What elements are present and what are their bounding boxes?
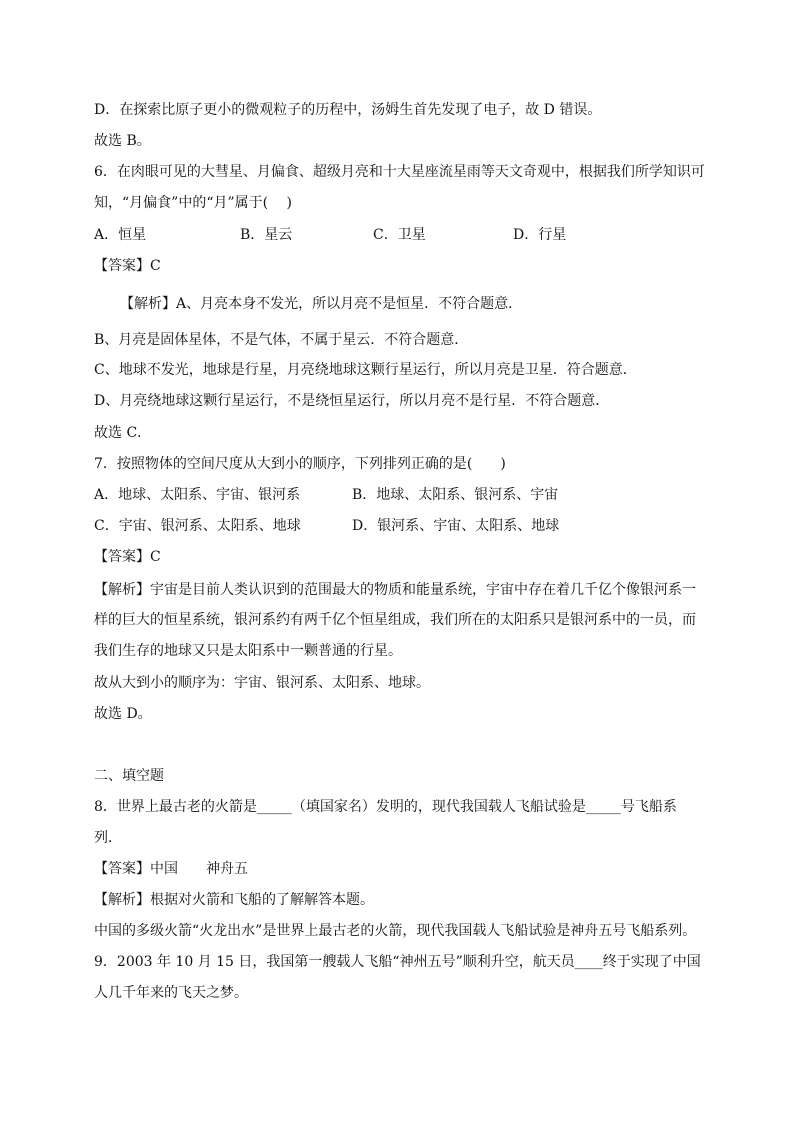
q6-analysis-line-1: 【解析】A、月亮本身不发光，所以月亮不是恒星．不符合题意． (120, 296, 523, 312)
q7-analysis-line-2: 样的巨大的恒星系统，银河系约有两千亿个恒星组成，我们所在的太阳系只是银河系中的一员，而 (94, 612, 696, 628)
q8-analysis-line-2: 中国的多级火箭“火龙出水”是世界上最古老的火箭，现代我国载人飞船试验是神舟五号飞船系列。 (94, 923, 697, 939)
q7-analysis-line-3: 我们生存的地球又只是太阳系中一颗普通的行星。 (94, 643, 402, 659)
q6-conclusion: 故选 C． (94, 425, 152, 441)
q7-option-d: D．银河系、宇宙、太阳系、地球 (352, 518, 560, 534)
q9-stem-line-2: 人几千年来的飞天之梦。 (94, 985, 248, 1001)
q6-option-d: D．行星 (513, 227, 567, 243)
section-heading: 二、填空题 (94, 768, 164, 784)
q8-stem-line-2: 列． (94, 830, 122, 846)
q6-stem-line-1: 6．在肉眼可见的大彗星、月偏食、超级月亮和十大星座流星雨等天文奇观中，根据我们所学知识可 (94, 164, 705, 180)
q7-conclusion: 故选 D。 (94, 706, 152, 722)
q6-analysis-line-3: C、地球不发光，地球是行星，月亮绕地球这颗行星运行，所以月亮是卫星．符合题意． (94, 362, 637, 378)
q6-analysis-line-2: B、月亮是固体星体，不是气体，不属于星云．不符合题意． (94, 332, 469, 348)
q5-option-d-explanation: D．在探索比原子更小的微观粒子的历程中，汤姆生首先发现了电子，故 D 错误。 (94, 102, 602, 118)
q6-option-b: B．星云 (240, 227, 293, 243)
q6-option-a: A．恒星 (94, 227, 147, 243)
q6-stem-line-2: 知，“月偏食”中的“月”属于( ) (94, 195, 293, 211)
q9-stem-line-1: 9．2003 年 10 月 15 日，我国第一艘载人飞船“神州五号”顺利升空，航天员____终于实现了中国 (94, 954, 701, 970)
q7-answer: 【答案】C (94, 549, 161, 565)
q6-analysis-line-4: D、月亮绕地球这颗行星运行，不是绕恒星运行，所以月亮不是行星．不符合题意． (94, 393, 610, 409)
q7-option-a: A．地球、太阳系、宇宙、银河系 (94, 487, 301, 503)
q6-answer: 【答案】C (94, 258, 161, 274)
q7-analysis-line-1: 【解析】宇宙是目前人类认识到的范围最大的物质和能量系统，宇宙中存在着几千亿个像银河系一 (94, 582, 696, 598)
q8-analysis-line-1: 【解析】根据对火箭和飞船的了解解答本题。 (94, 892, 374, 908)
q6-option-c: C．卫星 (373, 227, 426, 243)
q7-option-c: C．宇宙、银河系、太阳系、地球 (94, 518, 301, 534)
q7-option-b: B．地球、太阳系、银河系、宇宙 (352, 487, 559, 503)
q7-analysis-line-4: 故从大到小的顺序为：宇宙、银河系、太阳系、地球。 (94, 675, 430, 691)
q8-stem-line-1: 8．世界上最古老的火箭是_____（填国家名）发明的，现代我国载人飞船试验是_____号飞船系 (94, 799, 677, 815)
q7-stem: 7．按照物体的空间尺度从大到小的顺序，下列排列正确的是( ) (94, 456, 506, 472)
q8-answer: 【答案】中国 神舟五 (94, 861, 248, 877)
q5-conclusion: 故选 B。 (94, 133, 151, 149)
